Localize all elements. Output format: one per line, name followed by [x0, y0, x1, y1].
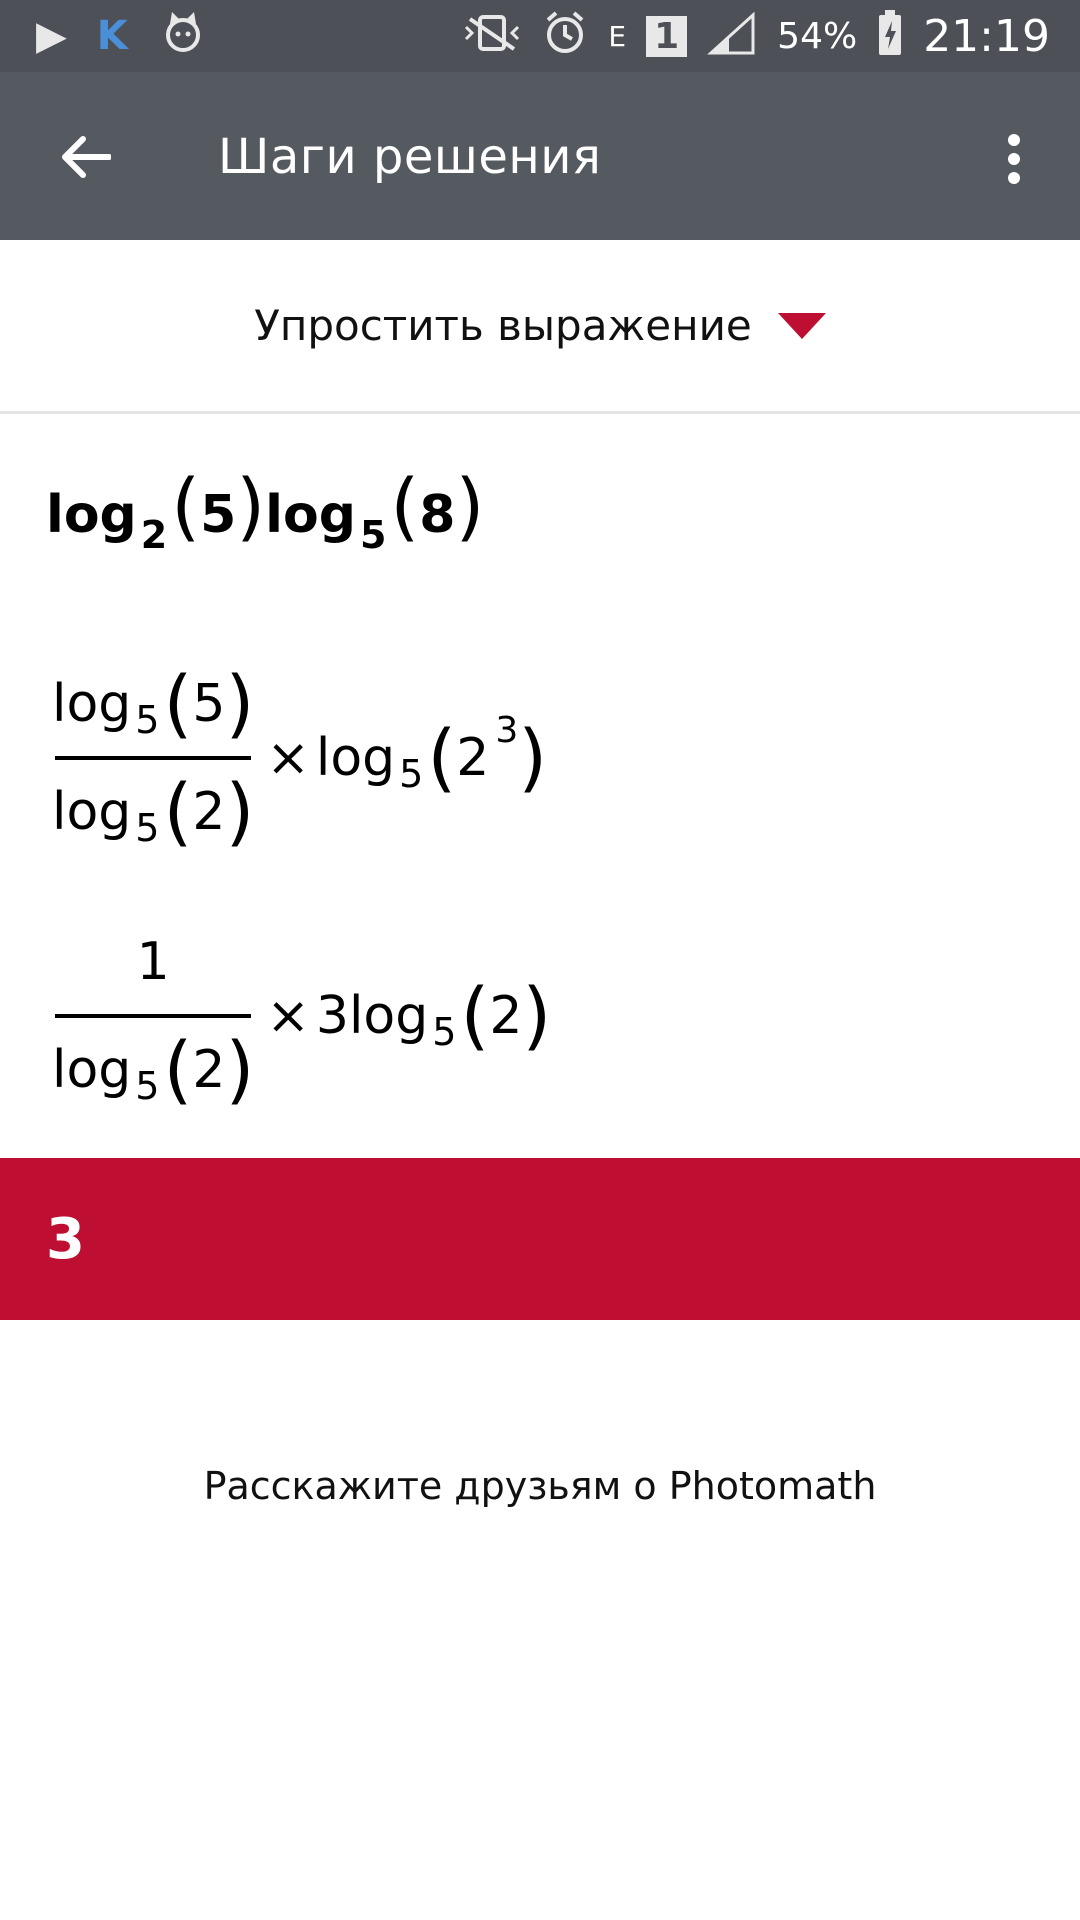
overflow-menu-button[interactable] — [984, 126, 1044, 192]
network-type-icon: E — [608, 19, 627, 53]
fraction — [46, 910, 260, 1122]
result-value: 3 — [46, 1206, 85, 1272]
exponent: 3 — [495, 709, 519, 751]
fraction-denominator: log 5 ( 2 ) — [52, 769, 255, 855]
fraction-numerator: log 5 ( 5 ) — [52, 661, 255, 747]
play-icon: ▶ — [36, 13, 67, 59]
cat-icon — [158, 8, 208, 65]
solution-step-3: 1 log 5 ( 2 ) × 3 log 5 ( 2 ) — [46, 910, 551, 1122]
signal-icon — [707, 11, 757, 62]
log-arg: 8 — [419, 485, 456, 545]
result-banner — [0, 1158, 1080, 1320]
multiply-sign: × — [266, 986, 310, 1046]
back-button[interactable] — [52, 124, 118, 190]
log-fn: log — [46, 485, 137, 545]
log-arg: 5 — [200, 485, 237, 545]
battery-percent: 54% — [777, 15, 858, 57]
method-selector[interactable] — [0, 240, 1080, 414]
arrow-left-icon — [59, 135, 111, 179]
log-fn: log — [265, 485, 356, 545]
method-selector-label: Упростить выражение — [254, 301, 752, 350]
fraction-denominator: log 5 ( 2 ) — [52, 1027, 255, 1113]
fraction-numerator: 1 — [136, 932, 170, 992]
solution-step-2: log 5 ( 5 ) log 5 ( 2 ) × log 5 ( 2 3 ) — [46, 652, 547, 864]
status-bar — [0, 0, 1080, 72]
battery-charging-icon — [877, 9, 903, 64]
vk-icon: K — [96, 13, 128, 59]
log-base: 2 — [140, 513, 168, 557]
share-link[interactable]: Расскажите друзьям о Photomath — [203, 1464, 877, 1508]
dropdown-triangle-icon — [778, 313, 826, 339]
clock: 21:19 — [923, 10, 1050, 62]
log-base: 5 — [359, 513, 387, 557]
solution-step-1: log 2 ( 5 ) log 5 ( 8 ) — [46, 464, 485, 557]
fraction — [46, 652, 260, 864]
more-vert-icon — [1008, 134, 1020, 146]
page-title: Шаги решения — [218, 129, 602, 185]
coefficient: 3 — [315, 986, 349, 1046]
app-bar — [0, 72, 1080, 240]
vibrate-mute-icon — [462, 11, 522, 62]
alarm-icon — [542, 10, 588, 63]
multiply-sign: × — [266, 728, 310, 788]
status-right-icons — [462, 0, 1050, 72]
status-left-icons — [36, 0, 208, 72]
sim-icon: 1 — [646, 16, 687, 57]
